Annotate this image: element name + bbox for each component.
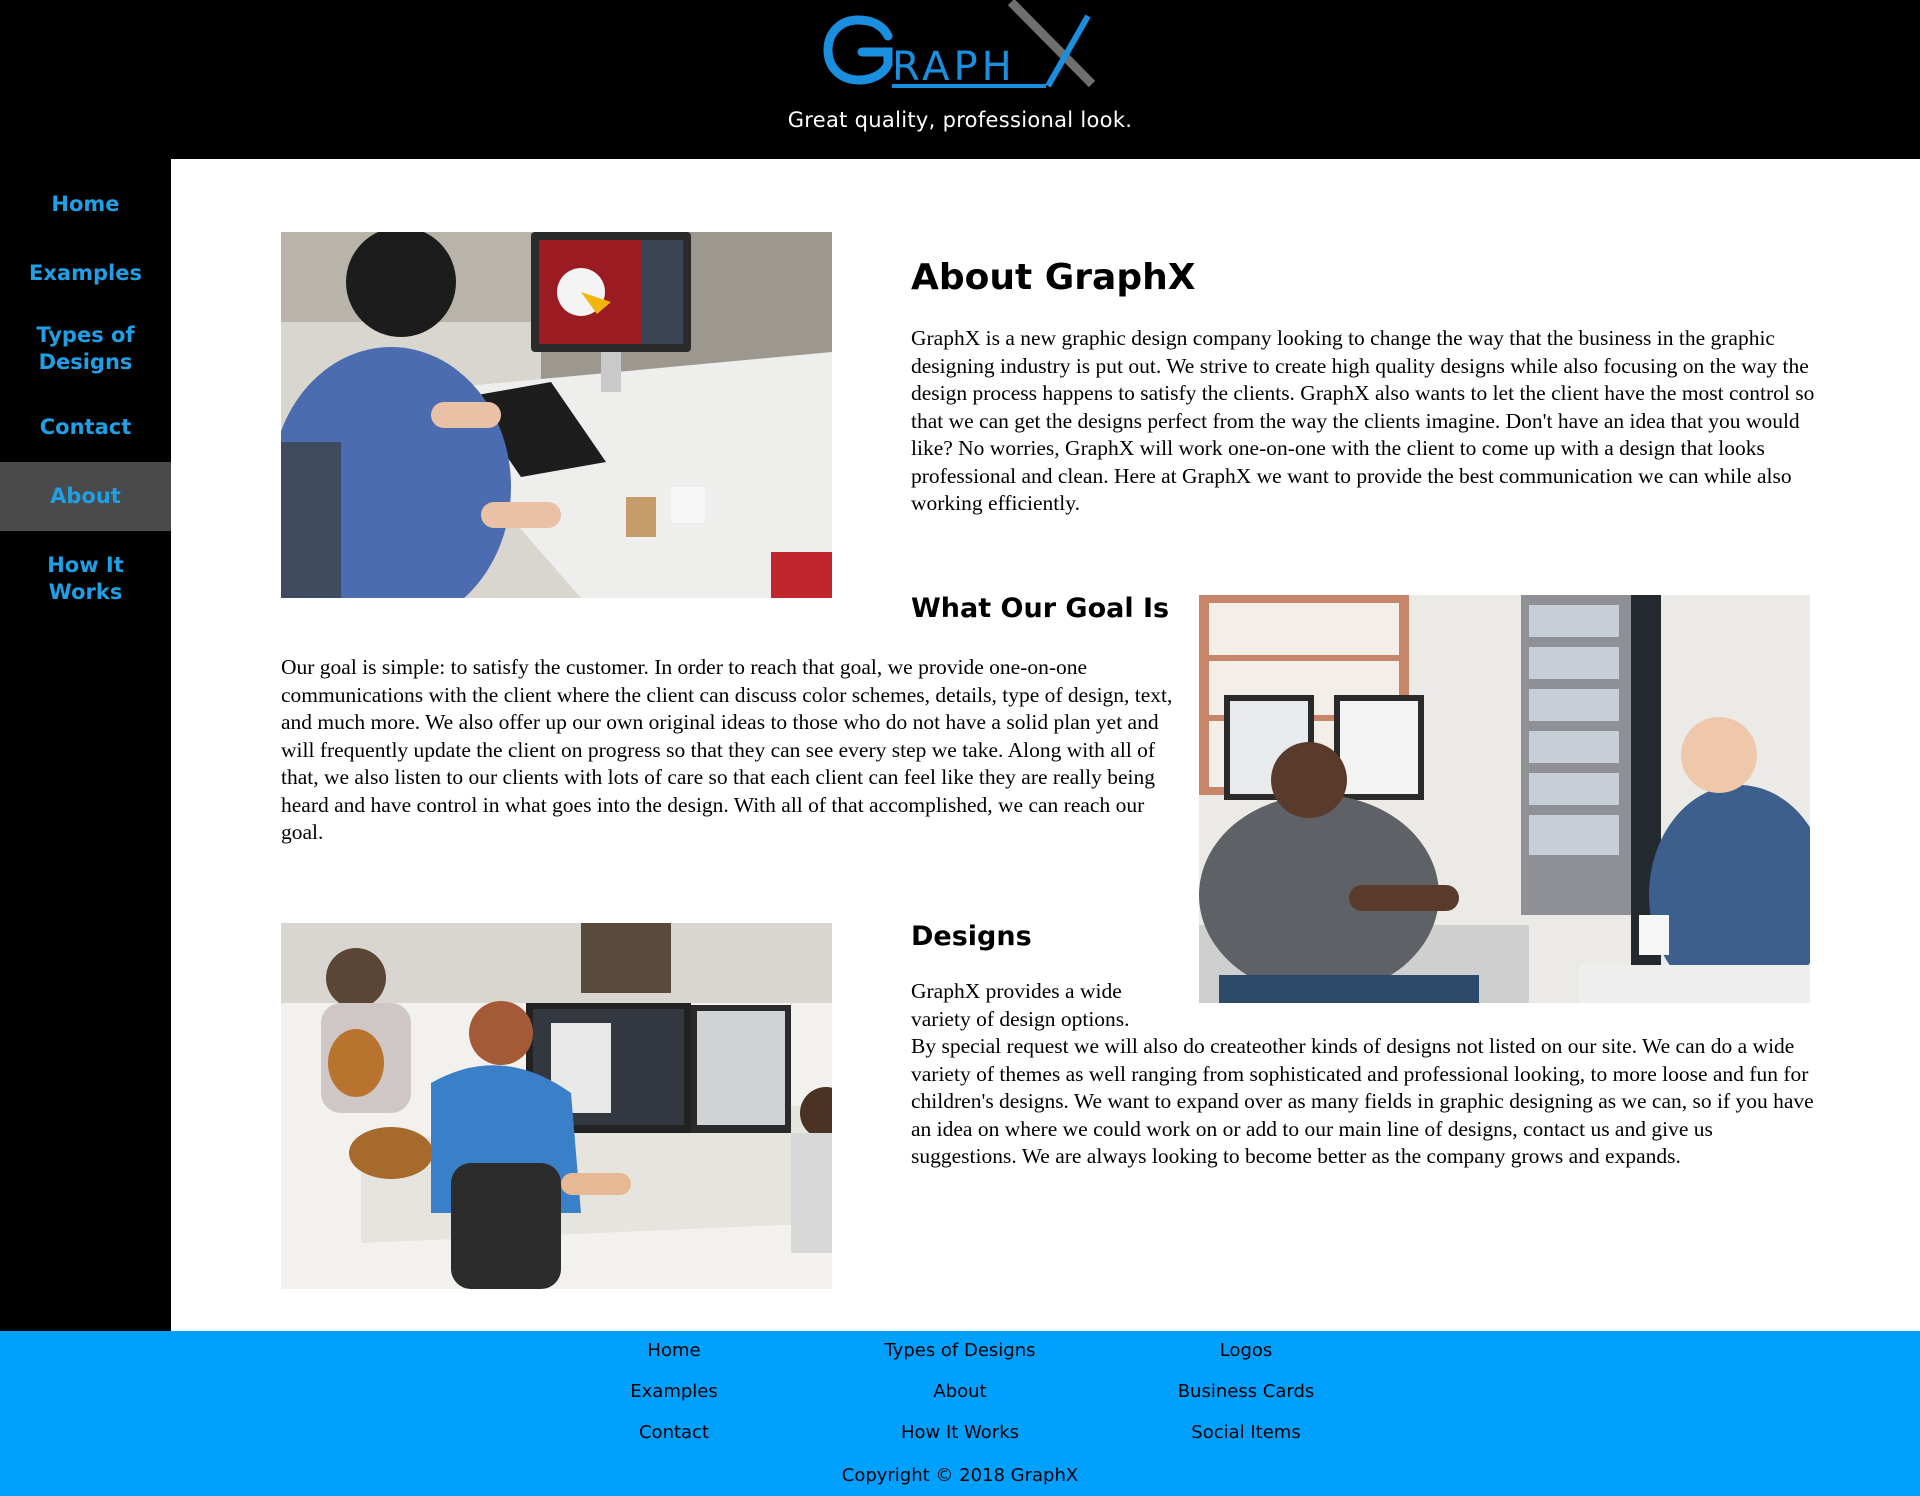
footer-link-examples[interactable]: Examples [630, 1381, 718, 1402]
footer-link-contact[interactable]: Contact [638, 1422, 710, 1443]
photo-client-meeting [1199, 595, 1810, 1003]
footer-link-types-of-designs[interactable]: Types of Designs [884, 1340, 1036, 1361]
about-paragraph: GraphX is a new graphic design company looking to change the way that the business in the graphic designing industry is put out. We strive to create high quality designs while also focusing on the way the design process happens to satisfy the clients. GraphX also wants to let the client have the most control so that we can get the designs perfect from the way the clients imagine. Don't have an idea that you would like? No worries, GraphX will work one-on-one with the client to come up with a design that looks professional and clean. Here at GraphX we want to provide the best communication we can while also working efficiently. [911, 326, 1815, 515]
graphx-logo[interactable] [816, 0, 1116, 92]
footer-link-how-it-works[interactable]: How It Works [900, 1422, 1020, 1443]
sidebar-nav [0, 159, 171, 1331]
footer-link-business-cards[interactable]: Business Cards [1177, 1381, 1315, 1402]
footer-link-logos[interactable]: Logos [1219, 1340, 1273, 1361]
photo-designer-at-computer [281, 232, 832, 598]
photo-team-working [281, 923, 832, 1289]
designs-title: Designs [911, 921, 1032, 952]
tagline: Great quality, professional look. [787, 108, 1133, 132]
designs-intro: GraphX provides a wide variety of design options. [911, 979, 1130, 1031]
goal-title: What Our Goal Is [911, 593, 1170, 624]
goal-paragraph: Our goal is simple: to satisfy the customer. In order to reach that goal, we provide one-on-one communications with the client where the client can discuss color schemes, details, type of design, text, and much more. We also offer up our own original ideas to those who do not have a solid plan yet and will frequently update the client on progress so that they can see every step we take. Along with all of that, we also listen to our clients with lots of care so that each client can feel like they are really being heard and have control in what goes into the design. With all of that accomplished, we can reach our goal. [281, 655, 1173, 844]
sidebar-item-contact[interactable]: Contact [39, 414, 132, 439]
copyright: Copyright © 2018 GraphX [841, 1465, 1079, 1486]
site-header [0, 0, 1920, 159]
sidebar-item-how-it-works[interactable]: How It Works [47, 553, 124, 604]
about-title: About GraphX [911, 257, 1196, 298]
sidebar-item-about[interactable]: About [0, 462, 171, 531]
footer-link-home[interactable]: Home [647, 1340, 701, 1361]
sidebar-item-home[interactable]: Home [51, 191, 120, 216]
sidebar-item-types-of-designs[interactable]: Types of Designs [36, 323, 135, 374]
sidebar-item-examples[interactable]: Examples [29, 260, 142, 285]
designs-paragraph: By special request we will also do createother kinds of designs not listed on our site. We can do a wide variety of themes as well ranging from sophisticated and professional looking, to more loose and fun for children's designs. We want to expand over as many fields in graphic designing as we can, so if you have an idea on where we could work on or add to our main line of designs, contact us and give us suggestions. We are always looking to become better as the company grows and expands. [911, 1034, 1814, 1168]
footer-link-about[interactable]: About [933, 1381, 987, 1402]
main-content [171, 159, 1920, 1331]
footer-link-social-items[interactable]: Social Items [1191, 1422, 1301, 1443]
svg-text:RAPH: RAPH [892, 44, 1016, 90]
